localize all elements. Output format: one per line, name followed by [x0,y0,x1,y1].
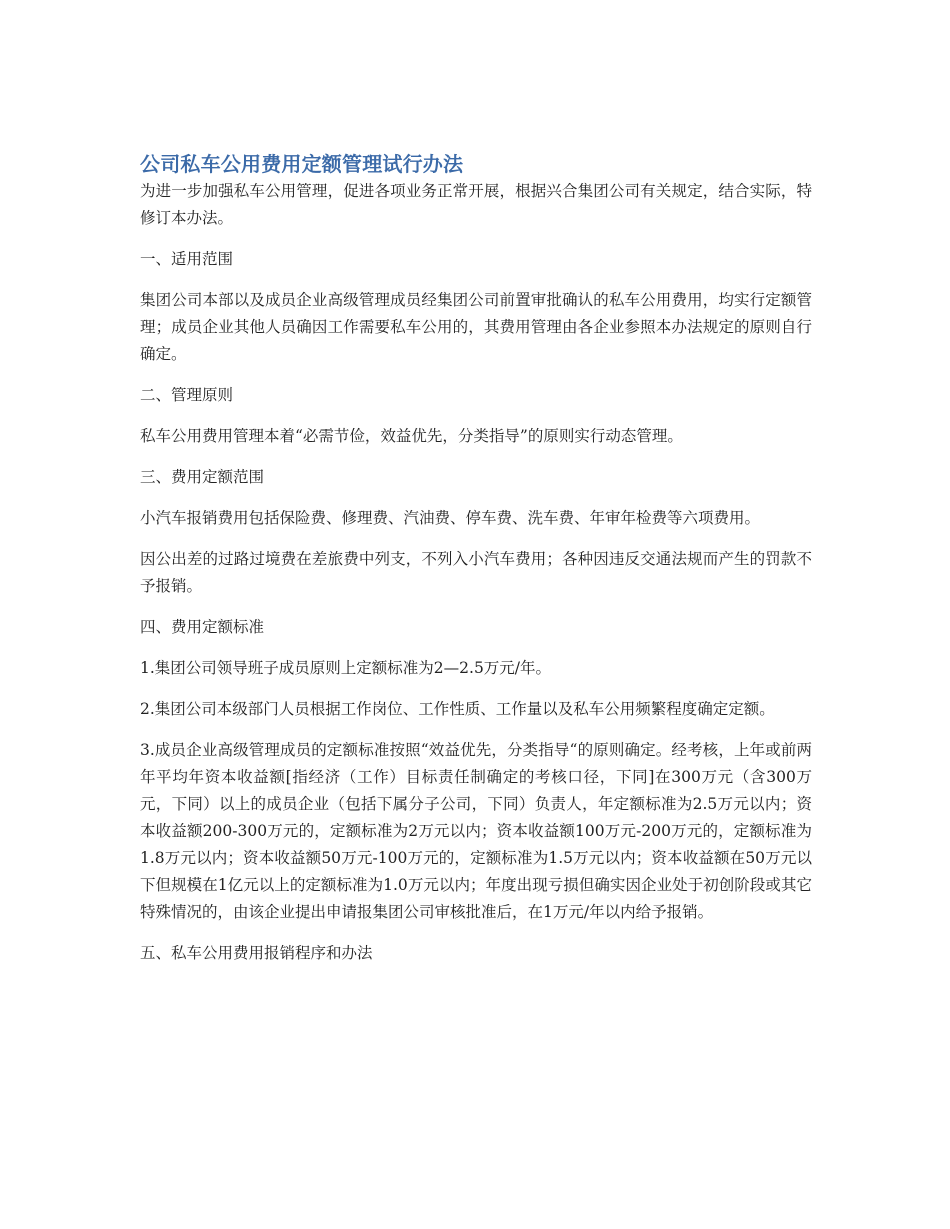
intro-paragraph: 为进一步加强私车公用管理，促进各项业务正常开展，根据兴合集团公司有关规定，结合实际，特修订本办法。 [140,182,812,227]
document-page [140,148,812,981]
expense-range-paragraph: 小汽车报销费用包括保险费、修理费、汽油费、停车费、洗车费、年审年检费等六项费用。 [140,509,761,527]
principles-paragraph: 私车公用费用管理本着“必需节俭，效益优先，分类指导”的原则实行动态管理。 [140,427,683,445]
exclusions-paragraph: 因公出差的过路过境费在差旅费中列支，不列入小汽车费用；各种因违反交通法规而产生的罚款不予报销。 [140,550,812,595]
scope-paragraph: 集团公司本部以及成员企业高级管理成员经集团公司前置审批确认的私车公用费用，均实行定额管理；成员企业其他人员确因工作需要私车公用的，其费用管理由各企业参照本办法规定的原则自行确定。 [140,291,812,363]
section-heading-scope: 一、适用范围 [140,250,234,268]
section-heading-standards: 四、费用定额标准 [140,618,265,636]
standard-item-3: 3.成员企业高级管理成员的定额标准按照“效益优先，分类指导“的原则确定。经考核，上年或前两年平均年资本收益额[指经济（工作）目标责任制确定的考核口径，下同]在300万元（含300万元，下同）以上的成员企业（包括下属分子公司，下同）负责人，年定额标准为2.5万元以内；资本收益额200-300万元的，定额标准为2万元以内；资本收益额100万元-200万元的，定额标准为1.8万元以内；资本收益额50万元-100万元的，定额标准为1.5万元以内；资本收益额在50万元以下但规模在1亿元以上的定额标准为1.0万元以内；年度出现亏损但确实因企业处于初创阶段或其它特殊情况的，由该企业提出申请报集团公司审核批准后，在1万元/年以内给予报销。 [140,741,812,921]
section-heading-expense-range: 三、费用定额范围 [140,468,265,486]
document-title: 公司私车公用费用定额管理试行办法 [140,152,464,176]
standard-item-1: 1.集团公司领导班子成员原则上定额标准为2—2.5万元/年。 [140,659,552,677]
standard-item-2: 2.集团公司本级部门人员根据工作岗位、工作性质、工作量以及私车公用频繁程度确定定额。 [140,700,775,718]
section-heading-procedure: 五、私车公用费用报销程序和办法 [140,944,373,962]
section-heading-principles: 二、管理原则 [140,386,234,404]
